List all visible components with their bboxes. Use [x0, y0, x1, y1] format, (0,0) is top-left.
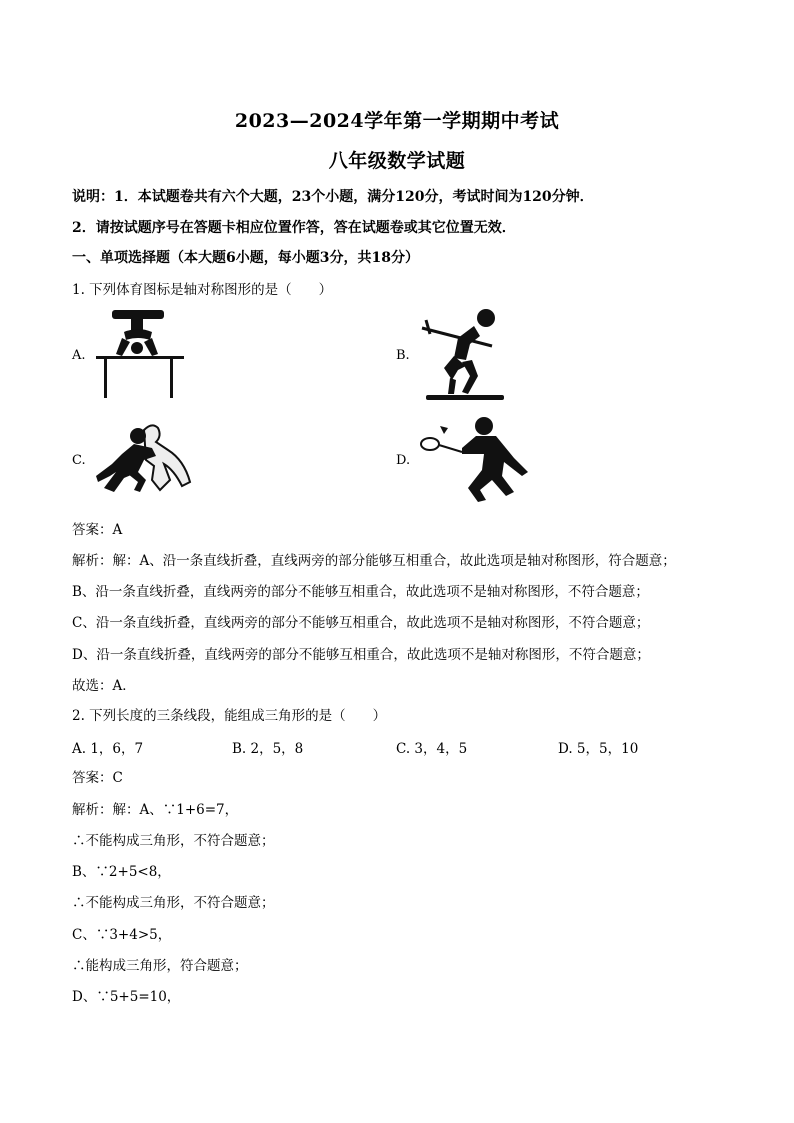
question-1-stem: 1. 下列体育图标是轴对称图形的是（ ） [72, 282, 333, 298]
question-2-stem: 2. 下列长度的三条线段，能组成三角形的是（ ） [72, 708, 387, 724]
q1-analysis-line: C、沿一条直线折叠，直线两旁的部分不能够互相重合，故此选项不是轴对称图形，不符合题意； [72, 615, 650, 631]
q2-analysis-line: ∴不能构成三角形，不符合题意； [72, 895, 275, 911]
note-2: 2．请按试题序号在答题卡相应位置作答，答在试题卷或其它位置无效． [72, 220, 516, 236]
handstand-on-bars-icon [92, 308, 188, 400]
section-heading: 一、单项选择题（本大题6小题，每小题3分，共18分） [72, 250, 419, 266]
option-d-label: D. [396, 453, 411, 468]
q2-analysis-line: ∴不能构成三角形，不符合题意； [72, 833, 275, 849]
exam-subtitle: 八年级数学试题 [328, 150, 466, 172]
q1-analysis-line: 解析：解：A、沿一条直线折叠，直线两旁的部分能够互相重合，故此选项是轴对称图形，符合题意； [72, 553, 676, 569]
option-b-label: B. [396, 348, 410, 363]
question-2-answer: 答案：C [72, 770, 123, 786]
question-1-answer: 答案：A [72, 522, 123, 538]
q2-choice-a: A. 1，6，7 [72, 741, 144, 757]
exam-title: 2023—2024学年第一学期期中考试 [234, 110, 560, 132]
option-a-label: A. [72, 348, 86, 363]
option-c-label: C. [72, 453, 86, 468]
q2-analysis-line: ∴能构成三角形，符合题意； [72, 958, 248, 974]
skier-icon [418, 306, 506, 404]
q1-analysis-line: 故选：A． [72, 678, 136, 694]
q2-choice-d: D. 5，5，10 [558, 741, 639, 757]
badminton-player-icon [418, 414, 538, 504]
q2-analysis-line: D、∵5+5=10， [72, 989, 181, 1005]
q2-analysis-line: 解析：解：A、∵1+6=7， [72, 802, 239, 818]
q2-choice-c: C. 3，4，5 [396, 741, 468, 757]
q1-analysis-line: D、沿一条直线折叠，直线两旁的部分不能够互相重合，故此选项不是轴对称图形，不符合题意； [72, 647, 650, 663]
q1-analysis-line: B、沿一条直线折叠，直线两旁的部分不能够互相重合，故此选项不是轴对称图形，不符合题意； [72, 584, 649, 600]
note-1: 说明：1．本试题卷共有六个大题，23个小题，满分120分，考试时间为120分钟． [72, 189, 594, 205]
q2-analysis-line: C、∵3+4>5， [72, 927, 172, 943]
q2-analysis-line: B、∵2+5<8， [72, 864, 171, 880]
wrestling-icon [94, 420, 194, 496]
q2-choice-b: B. 2，5，8 [232, 741, 304, 757]
